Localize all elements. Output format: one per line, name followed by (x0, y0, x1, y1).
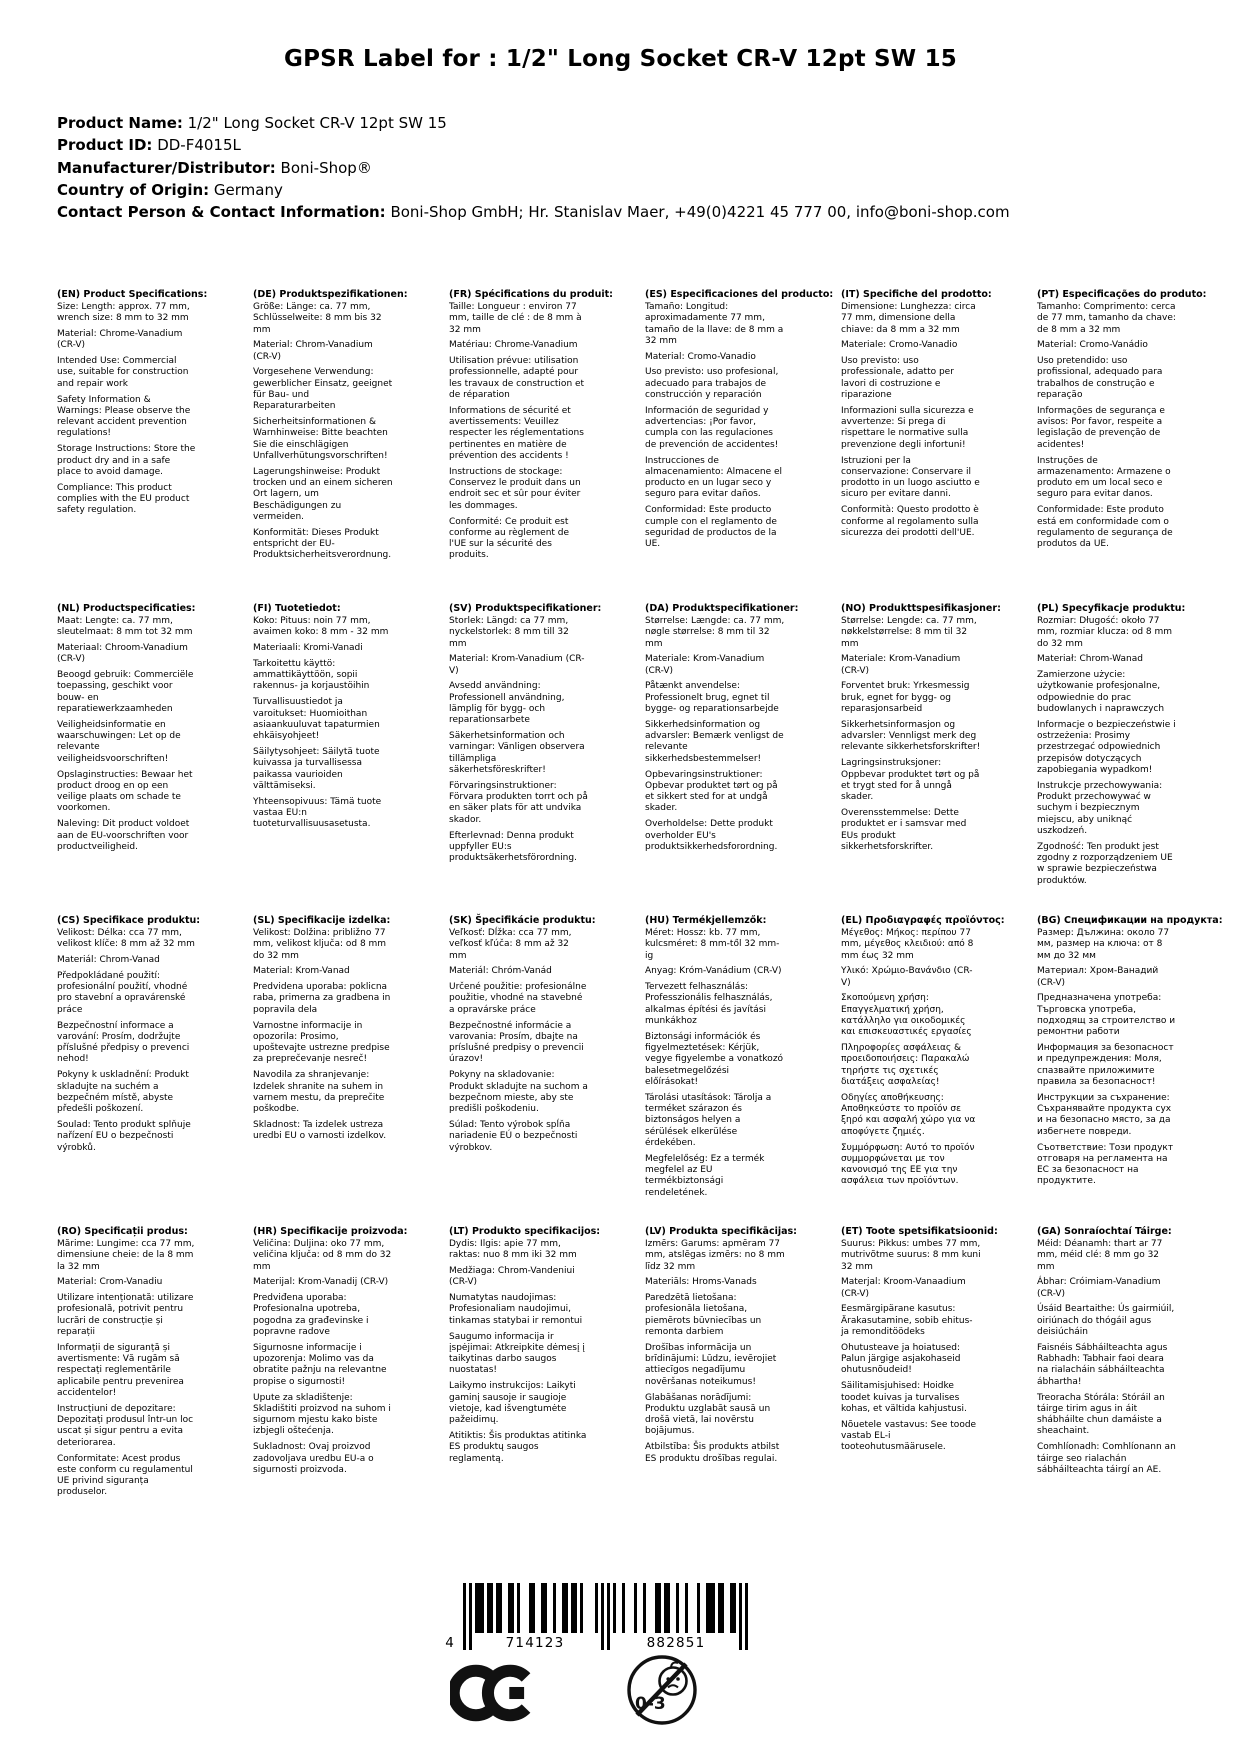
spec-paragraph: Naleving: Dit product voldoet aan de EU-voorschriften voor productveiligheid. (57, 819, 190, 852)
product-info-value: 1/2" Long Socket CR-V 12pt SW 15 (182, 114, 447, 132)
spec-block-cs (57, 915, 201, 1226)
spec-block-it (841, 289, 992, 603)
spec-block-sv (449, 603, 602, 915)
spec-paragraph: Konformität: Dieses Produkt entspricht der EU-Produktsicherheitsverordnung. (253, 527, 392, 561)
age-warning-0-3-icon (624, 1651, 700, 1733)
spec-block-heading: (BG) Спецификации на продукта: (1037, 915, 1223, 926)
product-info-row (57, 112, 1010, 134)
spec-paragraph: Maat: Lengte: ca. 77 mm, sleutelmaat: 8 mm tot 32 mm (57, 616, 193, 638)
spec-paragraph: Treoracha Stórála: Stóráil an táirge tirim agus in áit shábháilte chun damáiste a sheachaint. (1037, 1392, 1165, 1437)
spec-paragraph: Opbevaringsinstruktioner: Opbevar produktet tørt og på et sikkert sted for at undgå skader. (645, 769, 778, 814)
spec-paragraph: Größe: Länge: ca. 77 mm, Schlüsselweite: 8 mm bis 32 mm (253, 302, 382, 335)
barcode-digits-left: 714123 (505, 1635, 565, 1651)
spec-block-heading: (SV) Produktspecifikationer: (449, 603, 602, 614)
spec-paragraph: Material: Krom-Vanadium (CR-V) (449, 654, 585, 676)
spec-paragraph: Informações de segurança e avisos: Por favor, respeite a legislação de prevenção de acidentes! (1037, 405, 1165, 450)
spec-block-heading: (NO) Produkttspesifikasjoner: (841, 603, 1001, 614)
spec-paragraph: Tárolási utasítások: Tárolja a terméket szárazon és biztonságos helyen a sérülések elkerülése érdekében. (645, 1092, 772, 1149)
spec-paragraph: Avsedd användning: Professionell användning, lämplig för bygg- och reparationsarbete (449, 681, 565, 726)
spec-paragraph: Overensstemmelse: Dette produktet er i samsvar med EUs produkt sikkerhetsforskrifter. (841, 807, 967, 852)
spec-paragraph: Materiale: Krom-Vanadium (CR-V) (841, 654, 961, 676)
spec-paragraph: Størrelse: Længde: ca. 77 mm, nøgle størrelse: 8 mm til 32 mm (645, 616, 785, 649)
spec-paragraph: Размер: Дължина: около 77 мм, размер на ключа: от 8 мм до 32 мм (1037, 928, 1170, 961)
spec-paragraph: Velikost: Délka: cca 77 mm, velikost klíče: 8 mm až 32 mm (57, 928, 195, 950)
spec-paragraph: Upute za skladištenje: Skladištiti proizvod na suhom i sigurnom mjestu kako biste izbjegli oštećenja. (253, 1392, 391, 1437)
spec-paragraph: Utilisation prévue: utilisation professionnelle, adapté pour les travaux de construction et de réparation (449, 356, 585, 401)
spec-paragraph: Určené použitie: profesionálne použitie, vhodné na stavebné a opravárske práce (449, 982, 587, 1015)
spec-block-nl (57, 603, 197, 915)
product-info-label: Contact Person & Contact Information: (57, 203, 386, 222)
spec-paragraph: Instrukcje przechowywania: Produkt przechowywać w suchym i bezpiecznym miejscu, aby uniknąć uszkodzeń. (1037, 780, 1163, 837)
spec-block-heading: (CS) Specifikace produktu: (57, 915, 201, 926)
spec-block-ro (57, 1226, 197, 1503)
spec-paragraph: Veľkosť: Dĺžka: cca 77 mm, veľkosť kľúča: 8 mm až 32 mm (449, 928, 572, 961)
spec-paragraph: Material: Crom-Vanadiu (57, 1277, 163, 1288)
spec-paragraph: Materiál: Chrom-Vanad (57, 955, 160, 966)
spec-block-heading: (DE) Produktspezifikationen: (253, 289, 408, 300)
spec-block-hr (253, 1226, 408, 1503)
spec-paragraph: Säilitamisjuhised: Hoidke toodet kuivas ja turvalises kohas, et vältida kahjustusi. (841, 1381, 967, 1414)
spec-paragraph: Intended Use: Commercial use, suitable for construction and repair work (57, 356, 189, 389)
spec-paragraph: Instrucțiuni de depozitare: Depozitați produsul într-un loc uscat și sigur pentru a evita deteriorarea. (57, 1403, 194, 1448)
spec-paragraph: Informacje o bezpieczeństwie i ostrzeżenia: Prosimy przestrzegać odpowiednich przepisów dotyczących zapobiegania wypadkom! (1037, 719, 1176, 776)
spec-paragraph: Conformidade: Este produto está em conformidade com o regulamento de segurança de produtos da UE. (1037, 505, 1173, 550)
spec-paragraph: Съответствие: Този продукт отговаря на регламента на ЕС за безопасност на продуктите. (1037, 1142, 1174, 1187)
spec-paragraph: Koko: Pituus: noin 77 mm, avaimen koko: 8 mm - 32 mm (253, 616, 389, 638)
spec-paragraph: Navodila za shranjevanje: Izdelek shranite na suhem in varnem mestu, da preprečite poškodbe. (253, 1070, 385, 1115)
spec-paragraph: Materiaal: Chroom-Vanadium (CR-V) (57, 643, 188, 665)
spec-paragraph: Material: Chrom-Vanadium (CR-V) (253, 340, 373, 362)
spec-paragraph: Taille: Longueur : environ 77 mm, taille de clé : de 8 mm à 32 mm (449, 302, 582, 335)
spec-paragraph: Vorgesehene Verwendung: gewerblicher Einsatz, geeignet für Bau- und Reparaturarbeiten (253, 367, 393, 412)
spec-paragraph: Συμμόρφωση: Αυτό το προϊόν συμμορφώνεται με τον κανονισμό της ΕΕ για την ασφάλεια των προϊόντων. (841, 1142, 975, 1187)
spec-paragraph: Comhlíonadh: Comhlíonann an táirge seo rialachán sábháilteachta táirgí an AE. (1037, 1442, 1176, 1475)
spec-paragraph: Forventet bruk: Yrkesmessig bruk, egnet for bygg- og reparasjonsarbeid (841, 681, 970, 715)
spec-block-de (253, 289, 408, 603)
spec-paragraph: Úsáid Beartaithe: Ús gairmiúil, oiriúnach do thógáil agus deisiúcháin (1037, 1304, 1175, 1338)
spec-paragraph: Efterlevnad: Denna produkt uppfyller EU:s produktsäkerhetsförordning. (449, 830, 577, 864)
spec-paragraph: Compliance: This product complies with the EU product safety regulation. (57, 482, 190, 516)
spec-paragraph: Инструкции за съхранение: Съхранявайте продукта сух и на безопасно място, за да избегнете повреди. (1037, 1092, 1172, 1137)
spec-paragraph: Sigurnosne informacije i upozorenja: Molimo vas da obratite pažnju na relevantne propise o sigurnosti! (253, 1342, 387, 1387)
spec-paragraph: Materiale: Krom-Vanadium (CR-V) (645, 654, 765, 676)
spec-block-heading: (FI) Tuotetiedot: (253, 603, 341, 614)
spec-paragraph: Dimensione: Lunghezza: circa 77 mm, dimensione della chiave: da 8 mm a 32 mm (841, 302, 976, 335)
spec-paragraph: Mărime: Lungime: cca 77 mm, dimensiune cheie: de la 8 mm la 32 mm (57, 1239, 195, 1272)
spec-paragraph: Matériau: Chrome-Vanadium (449, 340, 578, 351)
spec-paragraph: Turvallisuustiedot ja varoitukset: Huomioithan asiaankuuluvat tapaturmien ehkäisyohjeet! (253, 697, 380, 742)
spec-block-no (841, 603, 1001, 915)
spec-block-et (841, 1226, 998, 1503)
spec-block-heading: (SL) Specifikacije izdelka: (253, 915, 391, 926)
spec-paragraph: Материал: Хром-Ванадий (CR-V) (1037, 966, 1159, 988)
spec-paragraph: Instructions de stockage: Conservez le produit dans un endroit sec et sûr pour éviter les dommages. (449, 466, 581, 511)
spec-paragraph: Méid: Déanamh: thart ar 77 mm, méid clé: 8 mm go 32 mm (1037, 1239, 1163, 1272)
spec-paragraph: Tervezett felhasználás: Professzionális felhasználás, alkalmas építési és javítási munkákhoz (645, 982, 773, 1027)
spec-block-heading: (SK) Špecifikácie produktu: (449, 915, 596, 926)
spec-paragraph: Storage Instructions: Store the product dry and in a safe place to avoid damage. (57, 444, 196, 477)
spec-paragraph: Material: Krom-Vanad (253, 966, 350, 977)
spec-paragraph: Dydis: Ilgis: apie 77 mm, raktas: nuo 8 mm iki 32 mm (449, 1239, 577, 1261)
spec-block-hu (645, 915, 785, 1226)
spec-paragraph: Faisnéis Sábháilteachta agus Rabhadh: Tabhair faoi deara na rialacháin sábháilteachta ábhartha! (1037, 1342, 1168, 1387)
spec-paragraph: Bezpečnostní informace a varování: Prosím, dodržujte příslušné předpisy o prevenci nehod! (57, 1020, 190, 1065)
spec-paragraph: Laikymo instrukcijos: Laikyti gaminį sausoje ir saugioje vietoje, kad išvengtumėte pažeidimų. (449, 1381, 576, 1426)
barcode-digits-right: 882851 (646, 1635, 706, 1651)
spec-paragraph: Materiaali: Kromi-Vanadi (253, 643, 363, 654)
spec-paragraph: Beoogd gebruik: Commerciële toepassing, geschikt voor bouw- en reparatiewerkzaamheden (57, 670, 194, 715)
spec-paragraph: Förvaringsinstruktioner: Förvara produkten torrt och på en säker plats för att undvika skador. (449, 780, 588, 825)
product-info-value: Boni-Shop GmbH; Hr. Stanislav Maer, +49(0)4221 45 777 00, info@boni-shop.com (385, 203, 1010, 222)
spec-paragraph: Uso previsto: uso profesional, adecuado para trabajos de construcción y reparación (645, 367, 779, 401)
product-info-row (57, 179, 1010, 201)
spec-paragraph: Predviđena uporaba: Profesionalna upotreba, pogodna za građevinske i popravne radove (253, 1293, 369, 1338)
spec-paragraph: Nõuetele vastavus: See toode vastab EL-i tooteohutusmäärusele. (841, 1419, 977, 1453)
spec-paragraph: Σκοπούμενη χρήση: Επαγγελματική χρήση, κατάλληλο για οικοδομικές και επισκευαστικές εργασίες (841, 993, 972, 1038)
spec-paragraph: Sicherheitsinformationen & Warnhinweise: Bitte beachten Sie die einschlägigen Unfallverhütungsvorschriften! (253, 417, 388, 462)
spec-paragraph: Påtænkt anvendelse: Professionelt brug, egnet til bygge- og reparationsarbejde (645, 681, 779, 715)
spec-paragraph: Sikkerhedsinformation og advarsler: Bemærk venligst de relevante sikkerhedsbestemmelser! (645, 719, 784, 764)
spec-paragraph: Información de seguridad y advertencias: ¡Por favor, cumpla con las regulaciones de prevención de accidentes! (645, 405, 779, 450)
spec-paragraph: Storlek: Längd: ca 77 mm, nyckelstorlek: 8 mm till 32 mm (449, 616, 569, 649)
spec-block-bg (1037, 915, 1223, 1226)
spec-paragraph: Veličina: Duljina: oko 77 mm, veličina ključa: od 8 mm do 32 mm (253, 1239, 392, 1272)
spec-paragraph: Størrelse: Lengde: ca. 77 mm, nøkkelstørrelse: 8 mm til 32 mm (841, 616, 977, 649)
spec-paragraph: Tarkoitettu käyttö: ammattikäyttöön, sopii rakennus- ja korjaustöihin (253, 658, 370, 692)
spec-paragraph: Informații de siguranță și avertismente: Vă rugăm să respectați reglementările aplicabile pentru prevenirea accidentelor! (57, 1342, 184, 1399)
product-info-value: DD-F4015L (152, 136, 241, 155)
spec-paragraph: Πληροφορίες ασφάλειας & προειδοποιήσεις: Παρακαλώ τηρήστε τις σχετικές διατάξεις ασφαλείας! (841, 1043, 970, 1088)
product-info-label: Country of Origin: (57, 180, 210, 199)
spec-block-heading: (HR) Specifikacije proizvoda: (253, 1226, 408, 1237)
spec-paragraph: Lagringsinstruksjoner: Oppbevar produktet tørt og på et trygt sted for å unngå skader. (841, 758, 980, 803)
spec-paragraph: Opslaginstructies: Bewaar het product droog en op een veilige plaats om schade te voorkomen. (57, 769, 193, 814)
spec-block-pl (1037, 603, 1186, 915)
spec-paragraph: Overholdelse: Dette produkt overholder EU's produktsikkerhedsforordning. (645, 819, 778, 852)
spec-paragraph: Informazioni sulla sicurezza e avvertenze: Si prega di rispettare le normative sulla prevenzione degli infortuni! (841, 405, 974, 450)
spec-paragraph: Pokyny k uskladnění: Produkt skladujte na suchém a bezpečném místě, abyste předešli poškození. (57, 1070, 189, 1115)
spec-block-sk (449, 915, 596, 1226)
spec-paragraph: Skladnost: Ta izdelek ustreza uredbi EU o varnosti izdelkov. (253, 1119, 387, 1142)
spec-paragraph: Sikkerhetsinformasjon og advarsler: Vennligst merk deg relevante sikkerhetsforskrifter! (841, 719, 981, 753)
spec-paragraph: Instrucciones de almacenamiento: Almacene el producto en un lugar seco y seguro para evitar daños. (645, 455, 783, 500)
spec-block-da (645, 603, 799, 915)
spec-paragraph: Bezpečnostné informácie a varovania: Prosím, dbajte na príslušné predpisy o prevencii úrazov! (449, 1020, 584, 1065)
spec-paragraph: Medžiaga: Chrom-Vandeniui (CR-V) (449, 1266, 575, 1288)
spec-block-heading: (NL) Productspecificaties: (57, 603, 196, 614)
spec-block-heading: (ET) Toote spetsifikatsioonid: (841, 1226, 998, 1237)
spec-paragraph: Izmērs: Garums: apmēram 77 mm, atslēgas izmērs: no 8 mm līdz 32 mm (645, 1239, 785, 1272)
spec-paragraph: Materiał: Chrom-Wanad (1037, 654, 1143, 665)
spec-block-heading: (GA) Sonraíochtaí Táirge: (1037, 1226, 1172, 1237)
page-title: GPSR Label for : 1/2" Long Socket CR-V 12pt SW 15 (284, 46, 957, 72)
spec-block-lv (645, 1226, 797, 1503)
spec-paragraph: Atitiktis: Šis produktas atitinka ES produktų saugos reglamentą. (449, 1430, 587, 1464)
spec-paragraph: Utilizare intenționată: utilizare profesională, potrivit pentru lucrări de construcție și reparații (57, 1293, 194, 1338)
spec-paragraph: Zgodność: Ten produkt jest zgodny z rozporządzeniem UE w sprawie bezpieczeństwa produktów. (1037, 841, 1173, 886)
spec-block-heading: (DA) Produktspecifikationer: (645, 603, 799, 614)
barcode-digit-first: 4 (445, 1635, 455, 1651)
specs-grid (57, 289, 1223, 1503)
spec-paragraph: Μέγεθος: Μήκος: περίπου 77 mm, μέγεθος κλειδιού: από 8 mm έως 32 mm (841, 928, 974, 961)
spec-paragraph: Ohutusteave ja hoiatused: Palun järgige asjakohaseid ohutusnõudeid! (841, 1342, 961, 1376)
spec-block-fi (253, 603, 393, 915)
spec-paragraph: Zamierzone użycie: użytkowanie profesjonalne, odpowiednie do prac budowlanych i naprawczych (1037, 670, 1165, 715)
spec-block-heading: (EN) Product Specifications: (57, 289, 208, 300)
spec-paragraph: Predvidena uporaba: poklicna raba, primerna za gradbena in popravila dela (253, 982, 391, 1015)
spec-paragraph: Sukladnost: Ovaj proizvod zadovoljava uredbu EU-a o sigurnosti proizvoda. (253, 1442, 374, 1475)
age-warning-label: 0-3 (635, 1694, 666, 1714)
spec-paragraph: Säilytysohjeet: Säilytä tuote kuivassa ja turvallisessa paikassa vaurioiden välttämiseksi. (253, 746, 380, 791)
product-info-label: Product ID: (57, 136, 153, 155)
spec-block-heading: (RO) Specificații produs: (57, 1226, 188, 1237)
spec-paragraph: Conformidad: Este producto cumple con el reglamento de seguridad de productos de la UE. (645, 505, 777, 550)
spec-paragraph: Material: Chrome-Vanadium (CR-V) (57, 329, 183, 351)
spec-block-heading: (PT) Especificações do produto: (1037, 289, 1207, 300)
spec-paragraph: Suurus: Pikkus: umbes 77 mm, mutrivõtme suurus: 8 mm kuni 32 mm (841, 1239, 981, 1272)
spec-paragraph: Drošības informācija un brīdinājumi: Lūdzu, ievērojiet attiecīgos negadījumu novēršanas noteikumus! (645, 1342, 777, 1387)
spec-block-es (645, 289, 834, 603)
spec-paragraph: Uso previsto: uso professionale, adatto per lavori di costruzione e riparazione (841, 356, 954, 401)
spec-paragraph: Οδηγίες αποθήκευσης: Αποθηκεύστε το προϊόν σε ξηρό και ασφαλή χώρο για να αποφύγετε ζημιές. (841, 1092, 976, 1137)
spec-paragraph: Информация за безопасност и предупреждения: Моля, спазвайте приложимите правила за безопасност! (1037, 1043, 1174, 1088)
spec-block-heading: (HU) Termékjellemzők: (645, 915, 767, 926)
spec-block-en (57, 289, 208, 603)
spec-paragraph: Materiāls: Hroms-Vanads (645, 1277, 757, 1288)
spec-paragraph: Paredzētā lietošana: profesionāla lietošana, piemērots būvniecības un remonta darbiem (645, 1293, 762, 1338)
spec-block-el (841, 915, 1005, 1226)
spec-paragraph: Предназначена употреба: Търговска употреба, подходящ за строителство и ремонтни работи (1037, 993, 1176, 1038)
spec-paragraph: Uso pretendido: uso profissional, adequado para trabalhos de construção e reparação (1037, 356, 1163, 401)
spec-paragraph: Material: Cromo-Vanádio (1037, 340, 1148, 351)
spec-paragraph: Megfelelőség: Ez a termék megfelel az EU termékbiztonsági rendeletének. (645, 1153, 765, 1198)
spec-block-heading: (ES) Especificaciones del producto: (645, 289, 834, 300)
spec-paragraph: Conformitate: Acest produs este conform cu regulamentul UE privind siguranța produselor. (57, 1453, 193, 1498)
spec-paragraph: Materjal: Kroom-Vanaadium (CR-V) (841, 1277, 966, 1299)
spec-paragraph: Tamanho: Comprimento: cerca de 77 mm, tamanho da chave: de 8 mm a 32 mm (1037, 302, 1176, 335)
ean-barcode (445, 1583, 765, 1659)
product-info-row (57, 134, 1010, 156)
spec-paragraph: Soulad: Tento produkt splňuje nařízení EU o bezpečnosti výrobků. (57, 1119, 191, 1153)
spec-paragraph: Atbilstība: Šis produkts atbilst ES produktu drošības regulai. (645, 1442, 780, 1464)
spec-paragraph: Yhteensopivuus: Tämä tuote vastaa EU:n tuoteturvallisuusasetusta. (253, 796, 382, 830)
spec-block-fr (449, 289, 613, 603)
spec-paragraph: Předpokládané použití: profesionální použití, vhodné pro stavební a opravárenské práce (57, 970, 188, 1015)
spec-block-pt (1037, 289, 1207, 603)
spec-block-lt (449, 1226, 601, 1503)
spec-block-heading: (EL) Προδιαγραφές προϊόντος: (841, 915, 1005, 926)
spec-paragraph: Materiál: Chróm-Vanád (449, 966, 552, 977)
spec-paragraph: Rozmiar: Długość: około 77 mm, rozmiar klucza: od 8 mm do 32 mm (1037, 616, 1173, 649)
spec-paragraph: Ábhar: Cróimiam-Vanadium (CR-V) (1037, 1277, 1161, 1299)
spec-paragraph: Materiale: Cromo-Vanadio (841, 340, 958, 351)
spec-paragraph: Méret: Hossz: kb. 77 mm, kulcsméret: 8 mm-től 32 mm-ig (645, 928, 780, 961)
spec-paragraph: Anyag: Króm-Vanádium (CR-V) (645, 966, 782, 977)
product-info-value: Boni-Shop® (275, 158, 372, 177)
spec-block-heading: (PL) Specyfikacje produktu: (1037, 603, 1186, 614)
spec-paragraph: Conformità: Questo prodotto è conforme al regolamento sulla sicurezza dei prodotti dell'UE. (841, 505, 979, 538)
product-info-row (57, 157, 1010, 179)
spec-paragraph: Eesmärgipärane kasutus: Ärakasutamine, sobib ehitus- ja remonditöödeks (841, 1304, 973, 1338)
product-info-label: Product Name: (57, 114, 183, 132)
spec-paragraph: Υλικό: Χρώμιο-Βανάνδιο (CR-V) (841, 966, 973, 988)
spec-paragraph: Velikost: Dolžina: približno 77 mm, velikost ključa: od 8 mm do 32 mm (253, 928, 387, 961)
spec-paragraph: Pokyny na skladovanie: Produkt skladujte na suchom a bezpečnom mieste, aby ste predišli poškodeniu. (449, 1070, 588, 1115)
spec-paragraph: Numatytas naudojimas: Profesionaliam naudojimui, tinkamas statybai ir remontui (449, 1293, 583, 1326)
spec-paragraph: Säkerhetsinformation och varningar: Vänligen observera tillämpliga säkerhetsföreskrifter! (449, 731, 585, 776)
spec-paragraph: Istruzioni per la conservazione: Conservare il prodotto in un luogo asciutto e sicuro per evitare danni. (841, 455, 980, 500)
product-info-label: Manufacturer/Distributor: (57, 158, 276, 177)
product-info-row (57, 201, 1010, 223)
product-info-block (57, 112, 1010, 223)
spec-paragraph: Safety Information & Warnings: Please observe the relevant accident prevention regulations! (57, 394, 191, 439)
spec-block-heading: (LT) Produkto specifikacijos: (449, 1226, 601, 1237)
spec-paragraph: Veiligheidsinformatie en waarschuwingen: Let op de relevante veiligheidsvoorschriften! (57, 719, 181, 764)
spec-paragraph: Tamaño: Longitud: aproximadamente 77 mm, tamaño de la llave: de 8 mm a 32 mm (645, 302, 784, 346)
spec-paragraph: Conformité: Ce produit est conforme au règlement de l'UE sur la sécurité des produits. (449, 516, 570, 561)
spec-block-heading: (LV) Produkta specifikācijas: (645, 1226, 797, 1237)
spec-paragraph: Informations de sécurité et avertissements: Veuillez respecter les réglementations pertinentes en matière de prévention des accidents ! (449, 405, 584, 462)
product-info-value: Germany (209, 180, 283, 199)
spec-paragraph: Size: Length: approx. 77 mm, wrench size: 8 mm to 32 mm (57, 302, 190, 324)
spec-paragraph: Lagerungshinweise: Produkt trocken und an einem sicheren Ort lagern, um Beschädigungen zu vermeiden. (253, 466, 393, 523)
barcode-bars-icon (445, 1583, 765, 1655)
spec-paragraph: Súlad: Tento výrobok spĺňa nariadenie EÚ o bezpečnosti výrobkov. (449, 1119, 578, 1153)
ce-mark-icon (450, 1662, 538, 1728)
spec-paragraph: Saugumo informacija ir įspėjimai: Atkreipkite dėmesį į taikytinas darbo saugos nuostatas! (449, 1331, 585, 1376)
spec-paragraph: Materijal: Krom-Vanadij (CR-V) (253, 1277, 389, 1288)
spec-block-ga (1037, 1226, 1177, 1503)
spec-paragraph: Instruções de armazenamento: Armazene o produto em um local seco e seguro para evitar danos. (1037, 455, 1171, 500)
spec-block-sl (253, 915, 393, 1226)
spec-paragraph: Glabāšanas norādījumi: Produktu uzglabāt sausā un drošā vietā, lai novērstu bojājumus. (645, 1392, 771, 1437)
spec-block-heading: (IT) Specifiche del prodotto: (841, 289, 992, 300)
spec-paragraph: Material: Cromo-Vanadio (645, 351, 756, 362)
spec-paragraph: Biztonsági információk és figyelmeztetések: Kérjük, vegye figyelembe a vonatkozó balesetmegelőzési előírásokat! (645, 1031, 784, 1088)
spec-paragraph: Varnostne informacije in opozorila: Prosimo, upoštevajte ustrezne predpise za preprečevanje nesreč! (253, 1020, 390, 1065)
spec-block-heading: (FR) Spécifications du produit: (449, 289, 613, 300)
